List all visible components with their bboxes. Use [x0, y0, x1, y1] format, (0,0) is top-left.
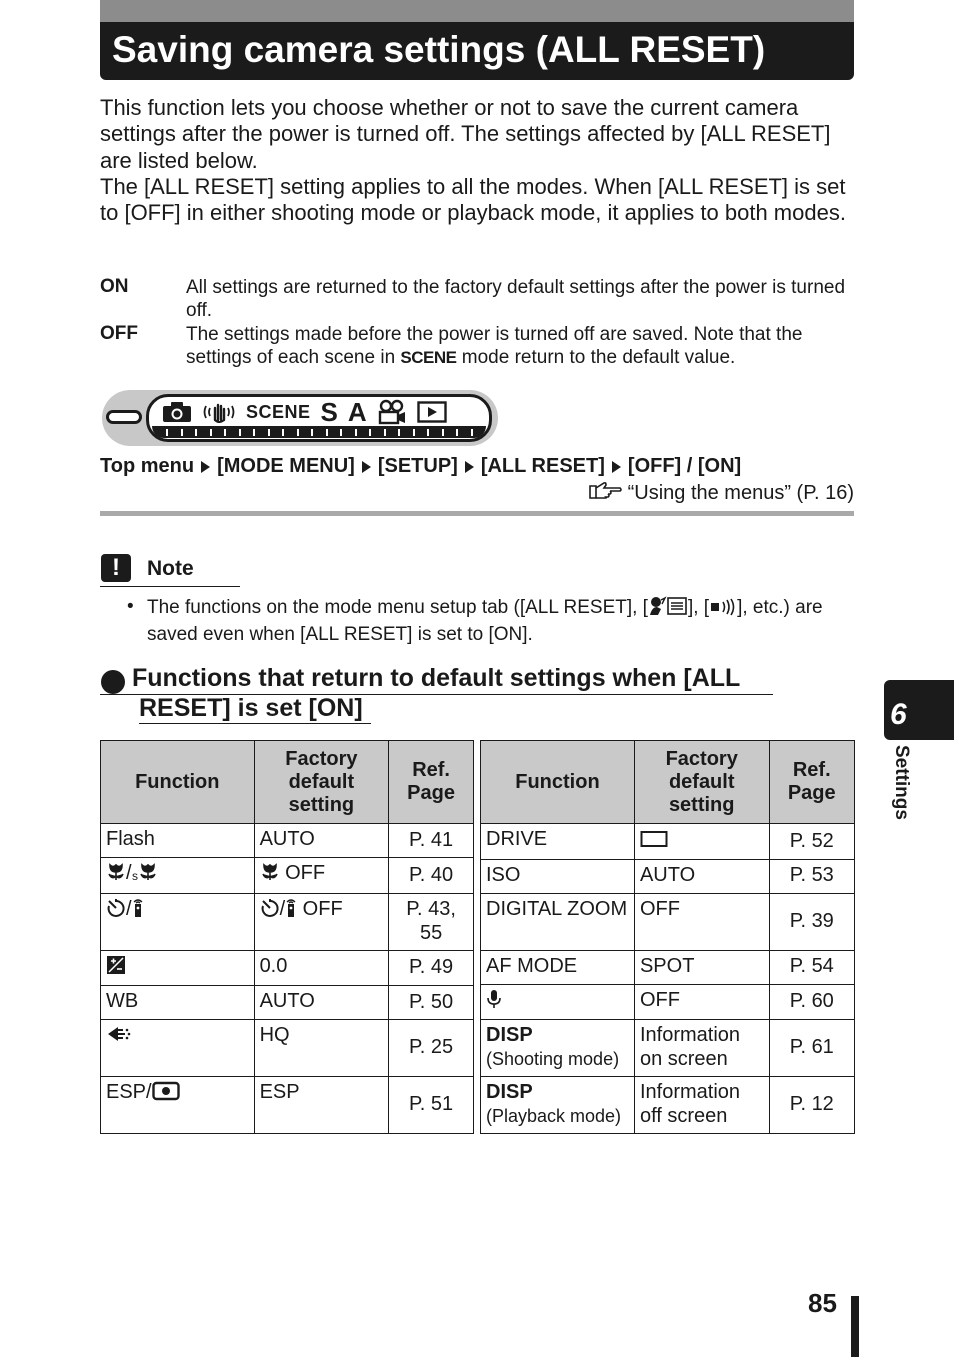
function-cell [481, 1020, 635, 1077]
ref-page-cell: P. 54 [769, 950, 855, 984]
column-header-factory-default: Factory default setting [634, 741, 769, 824]
ref-page-cell: P. 40 [389, 858, 474, 894]
section-heading-line-1: Functions that return to default settings when [ALL [132, 664, 741, 692]
default-cell: OFF [634, 984, 769, 1020]
function-cell: WB [101, 986, 255, 1020]
function-label: DISP [486, 1081, 533, 1103]
function-cell: ISO [481, 859, 635, 893]
function-cell [481, 984, 635, 1020]
table-row [481, 950, 855, 984]
default-cell [634, 824, 769, 860]
note-text-part-3: ], etc.) are saved even when [ALL RESET] is set to [ON]. [147, 597, 823, 645]
column-header-function: Function [101, 741, 255, 824]
chapter-label: Settings [891, 745, 912, 820]
note-title: Note [147, 557, 194, 580]
exposure-compensation-icon [106, 955, 126, 982]
dial-tick [471, 429, 473, 436]
option-off-text-1: The settings made before the power is turned off are saved. Note that the settings of each scene in [186, 324, 803, 368]
remote-control-icon [132, 898, 144, 925]
table-row [481, 1020, 855, 1077]
function-sublabel: (Shooting mode) [486, 1048, 620, 1069]
default-cell: 0.0 [254, 950, 389, 986]
default-value: OFF [297, 897, 343, 920]
dial-tick [282, 429, 284, 436]
dial-scene-label: SCENE [246, 401, 311, 422]
function-label: DISP [486, 1024, 533, 1046]
intro-paragraph-1: This function lets you choose whether or not to save the current camera settings after the power is turned off. The settings affected by [ALL RESET] are listed below. [100, 95, 831, 173]
option-off-description [186, 323, 846, 369]
arrow-right-icon [201, 461, 210, 473]
ref-page-cell: P. 49 [389, 950, 474, 986]
ref-page-cell: P. 25 [389, 1020, 474, 1077]
dial-tick [181, 429, 183, 436]
dial-tick [166, 429, 168, 436]
note-underline [100, 586, 240, 587]
language-select-icon [648, 596, 688, 623]
column-header-ref-page: Ref. Page [769, 741, 855, 824]
default-cell [254, 858, 389, 894]
note-exclamation-icon: ! [101, 554, 131, 582]
macro-icon [106, 862, 126, 889]
default-cell: Information off screen [634, 1077, 769, 1134]
ref-page-cell: P. 60 [769, 984, 855, 1020]
mode-dial-icons [162, 396, 447, 428]
table-row [101, 893, 474, 950]
page-number: 85 [808, 1288, 837, 1318]
default-cell: HQ [254, 1020, 389, 1077]
section-heading-underline [139, 723, 371, 724]
note-text [147, 596, 857, 647]
function-cell: DIGITAL ZOOM [481, 893, 635, 950]
column-header-factory-default: Factory default setting [254, 741, 389, 824]
ref-page-cell: P. 39 [769, 893, 855, 950]
playback-icon [417, 401, 447, 423]
camera-icon [162, 401, 192, 423]
arrow-right-icon [612, 461, 621, 473]
dial-tick [427, 429, 429, 436]
spot-metering-icon [152, 1081, 180, 1108]
page-edge-bar [851, 1296, 859, 1357]
dial-tick [384, 429, 386, 436]
arrow-right-icon [362, 461, 371, 473]
function-sublabel: (Playback mode) [486, 1105, 622, 1126]
ref-page-cell: P. 53 [769, 859, 855, 893]
table-row [101, 1020, 474, 1077]
option-on-description: All settings are returned to the factory default settings after the power is turned off. [186, 277, 846, 321]
svg-text:s: s [131, 869, 138, 882]
dial-tick [195, 429, 197, 436]
table-row [101, 950, 474, 986]
hand-shake-icon [202, 400, 236, 424]
ref-page-cell: P. 12 [769, 1077, 855, 1134]
page-title: Saving camera settings (ALL RESET) [112, 29, 766, 70]
menu-path-step-3: [SETUP] [377, 455, 458, 477]
menu-reference [588, 480, 854, 506]
dial-tick [456, 429, 458, 436]
dial-s-label: S [320, 396, 338, 427]
intro-text [100, 95, 860, 226]
movie-icon [377, 399, 407, 425]
default-cell: AUTO [254, 824, 389, 858]
dial-tick [311, 429, 313, 436]
dial-tick [340, 429, 342, 436]
default-cell: AUTO [254, 986, 389, 1020]
dial-tick [413, 429, 415, 436]
function-cell [481, 1077, 635, 1134]
selftimer-icon [260, 898, 280, 925]
arrow-right-icon [465, 461, 474, 473]
menu-path-step-5: [OFF] / [ON] [627, 455, 742, 477]
image-quality-icon [106, 1024, 134, 1051]
dial-tick [442, 429, 444, 436]
default-value: OFF [279, 862, 326, 884]
dial-tick [355, 429, 357, 436]
option-on-key: ON [100, 276, 129, 297]
dial-tick [398, 429, 400, 436]
dial-tick [210, 429, 212, 436]
note-bullet: • [127, 596, 134, 617]
supermacro-icon [132, 862, 158, 889]
table-header-row [481, 741, 855, 824]
column-header-ref-page: Ref. Page [389, 741, 474, 824]
ref-page-cell: P. 50 [389, 986, 474, 1020]
section-divider [100, 511, 854, 516]
dial-tick [369, 429, 371, 436]
menu-path-step-4: [ALL RESET] [480, 455, 605, 477]
default-cell: ESP [254, 1077, 389, 1134]
function-cell [101, 1020, 255, 1077]
column-header-function: Function [481, 741, 635, 824]
default-cell: Information on screen [634, 1020, 769, 1077]
dial-a-label: A [347, 396, 367, 427]
function-label: ESP/ [106, 1081, 152, 1103]
default-cell [254, 893, 389, 950]
menu-path [100, 455, 741, 478]
function-cell [101, 858, 255, 894]
table-row [481, 1077, 855, 1134]
dial-tick [253, 429, 255, 436]
function-cell [101, 950, 255, 986]
function-cell [101, 1077, 255, 1134]
remote-control-icon [285, 898, 297, 925]
ref-page-cell: P. 52 [769, 824, 855, 860]
option-off-key: OFF [100, 323, 138, 344]
menu-path-step-2: [MODE MENU] [217, 455, 355, 477]
scene-mode-label: SCENE [400, 348, 457, 367]
dial-tick [239, 429, 241, 436]
chapter-number: 6 [890, 698, 907, 731]
section-heading-line-2: RESET] is set [ON] [139, 694, 363, 722]
default-cell: AUTO [634, 859, 769, 893]
table-row [101, 986, 474, 1020]
function-separator: / [126, 897, 132, 920]
function-cell: DRIVE [481, 824, 635, 860]
right-settings-table [480, 740, 855, 1134]
table-row [101, 1077, 474, 1134]
ref-page-cell: P. 43, 55 [389, 893, 474, 950]
menu-path-step-1: Top menu [100, 455, 195, 477]
table-row [101, 858, 474, 894]
table-row [481, 893, 855, 950]
mode-dial-lever [106, 410, 142, 424]
note-text-part-2: ], [ [687, 597, 710, 618]
intro-paragraph-2: The [ALL RESET] setting applies to all the modes. When [ALL RESET] is set to [OFF] in either shooting mode or playback mode, it applies to both modes. [100, 173, 846, 226]
macro-icon [260, 862, 280, 889]
default-separator: / [279, 897, 286, 920]
title-bar-accent [100, 0, 854, 22]
microphone-icon [486, 989, 502, 1016]
table-row [481, 984, 855, 1020]
section-bullet-icon [101, 670, 125, 694]
table-header-row [101, 741, 474, 824]
ref-page-cell: P. 41 [389, 824, 474, 858]
dial-tick [268, 429, 270, 436]
ref-page-cell: P. 61 [769, 1020, 855, 1077]
function-cell: Flash [101, 824, 255, 858]
pointing-hand-icon [588, 480, 624, 506]
function-cell [101, 893, 255, 950]
default-cell: OFF [634, 893, 769, 950]
option-off-text-2: mode return to the default value. [456, 347, 736, 368]
selftimer-icon [106, 898, 126, 925]
function-cell: AF MODE [481, 950, 635, 984]
function-separator: / [126, 862, 132, 884]
dial-tick [326, 429, 328, 436]
menu-reference-text: “Using the menus” (P. 16) [627, 481, 854, 504]
default-cell: SPOT [634, 950, 769, 984]
table-row [481, 859, 855, 893]
left-settings-table [100, 740, 474, 1134]
table-row [101, 824, 474, 858]
single-frame-icon [640, 830, 668, 855]
dial-tick [297, 429, 299, 436]
table-row [481, 824, 855, 860]
beep-sound-icon [709, 598, 737, 623]
note-text-part-1: The functions on the mode menu setup tab ([ALL RESET], [ [147, 597, 648, 618]
dial-tick [224, 429, 226, 436]
ref-page-cell: P. 51 [389, 1077, 474, 1134]
